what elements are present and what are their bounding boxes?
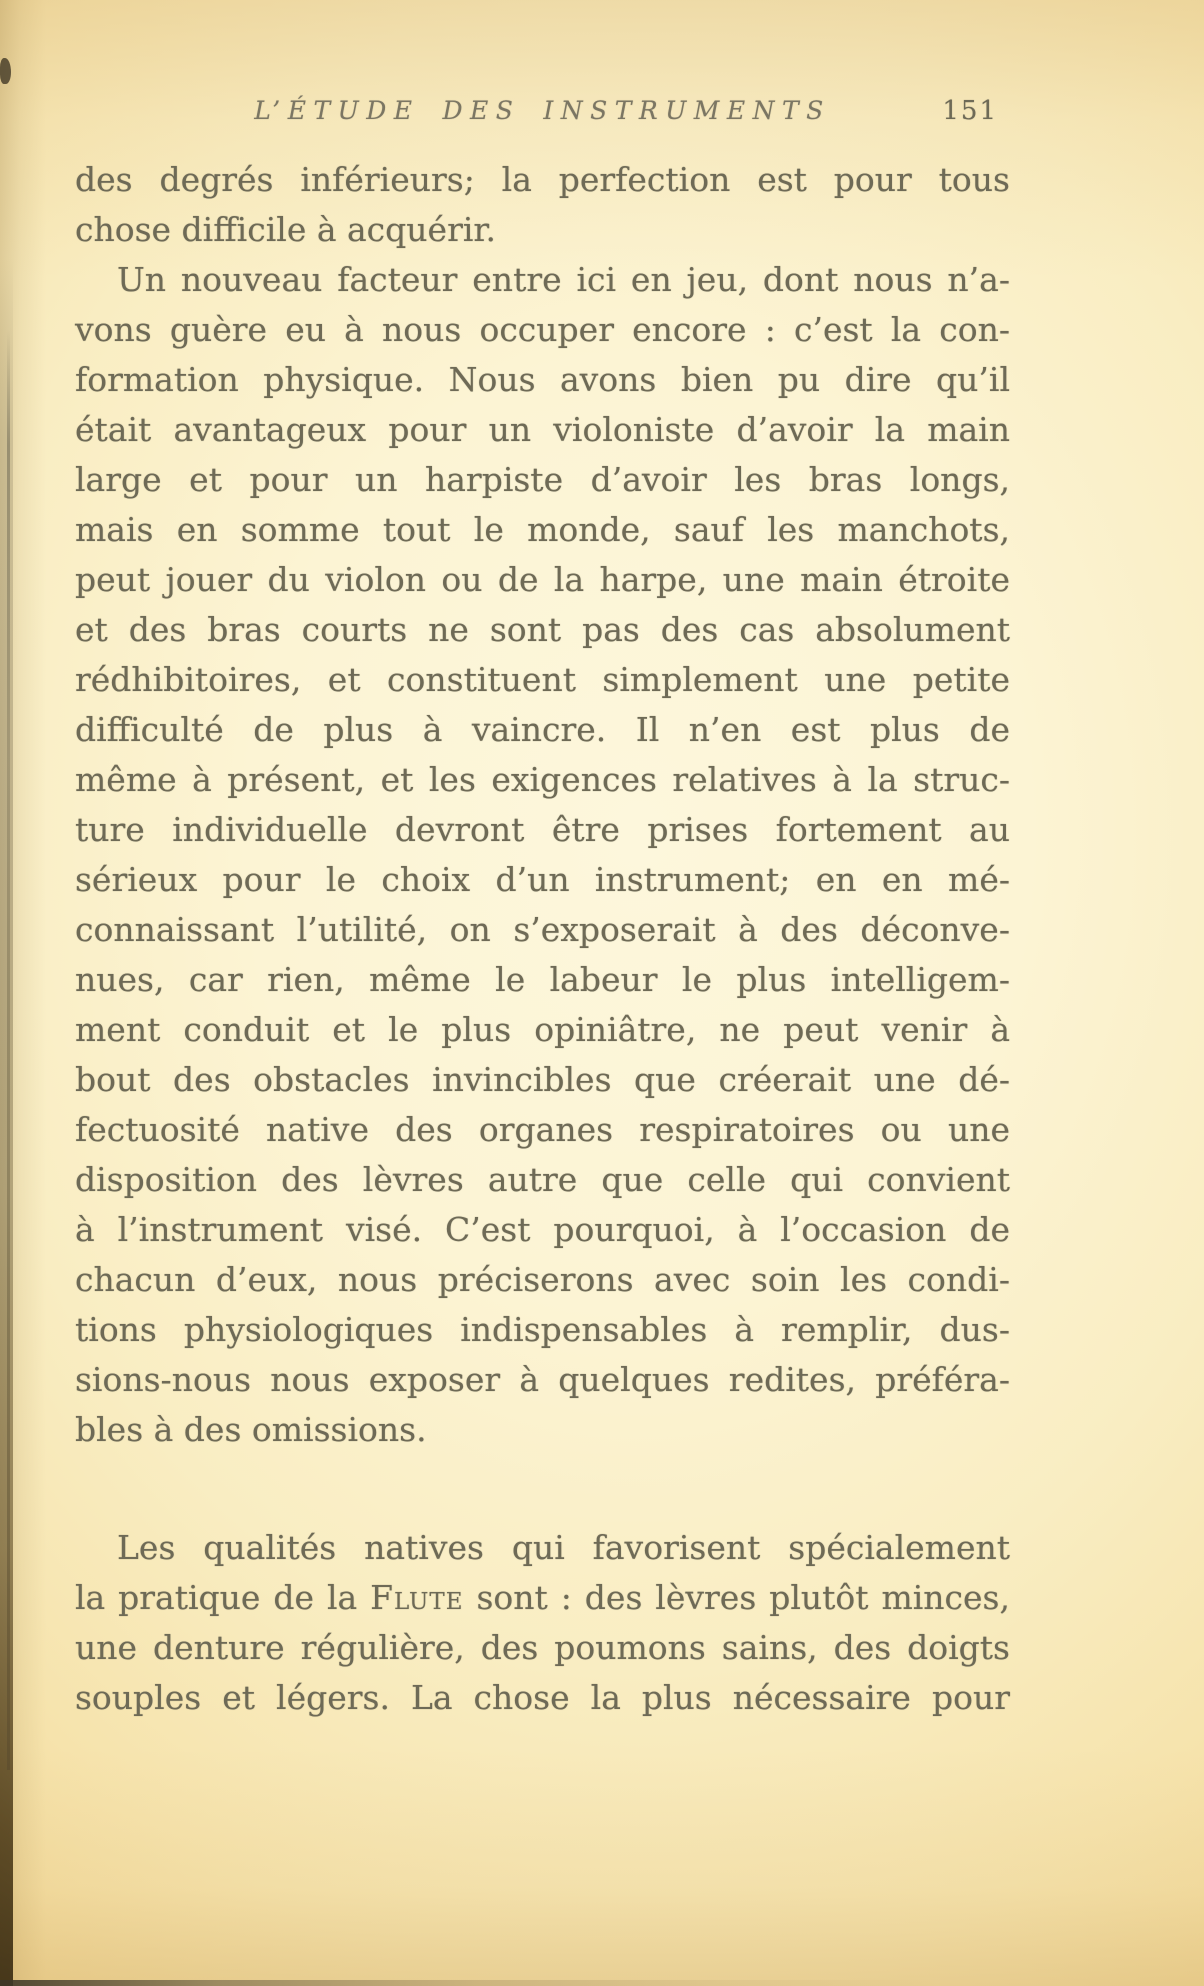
text-line: vons guère eu à nous occuper encore : c’est la con- — [75, 310, 1010, 349]
text-line: formation physique. Nous avons bien pu dire qu’il — [75, 360, 1010, 399]
text-block — [75, 155, 1010, 1723]
text-segment: la pratique de la — [75, 1578, 371, 1617]
paragraph-continuation — [75, 155, 1010, 255]
text-line: disposition des lèvres autre que celle qui convient — [75, 1160, 1010, 1199]
running-title: L’ÉTUDE DES INSTRUMENTS — [254, 96, 831, 125]
text-segment: sont : des lèvres plutôt minces, — [463, 1578, 1010, 1617]
text-line: ture individuelle devront être prises fortement au — [75, 810, 1010, 849]
text-line: connaissant l’utilité, on s’exposerait à des déconve- — [75, 910, 1010, 949]
text-line: était avantageux pour un violoniste d’avoir la main — [75, 410, 1010, 449]
text-line: nues, car rien, même le labeur le plus intelligem- — [75, 960, 1010, 999]
text-line-flute — [75, 1573, 1010, 1623]
text-line: mais en somme tout le monde, sauf les manchots, — [75, 510, 1010, 549]
text-line: large et pour un harpiste d’avoir les bras longs, — [75, 460, 1010, 499]
text-line: fectuosité native des organes respiratoires ou une — [75, 1110, 1010, 1149]
running-header — [75, 96, 1010, 136]
text-line: difficulté de plus à vaincre. Il n’en est plus de — [75, 710, 1010, 749]
text-line: sérieux pour le choix d’un instrument; en en mé- — [75, 860, 1010, 899]
text-line: souples et légers. La chose la plus nécessaire pour — [75, 1678, 1010, 1717]
page-number: 151 — [942, 96, 998, 126]
text-line: chacun d’eux, nous préciserons avec soin les condi- — [75, 1260, 1010, 1299]
text-line: ment conduit et le plus opiniâtre, ne peut venir à — [75, 1010, 1010, 1049]
page-bottom-edge-shadow — [0, 1980, 1204, 1986]
paragraph-conformation-physique — [75, 255, 1010, 1455]
text-line: même à présent, et les exigences relatives à la struc- — [75, 760, 1010, 799]
text-line: à l’instrument visé. C’est pourquoi, à l’occasion de — [75, 1210, 1010, 1249]
text-line: Un nouveau facteur entre ici en jeu, dont nous n’a- — [117, 260, 1010, 299]
text-line: peut jouer du violon ou de la harpe, une main étroite — [75, 560, 1010, 599]
text-line: rédhibitoires, et constituent simplement une petite — [75, 660, 1010, 699]
text-line: une denture régulière, des poumons sains, des doigts — [75, 1628, 1010, 1667]
text-line: sions-nous nous exposer à quelques redites, préféra- — [75, 1360, 1010, 1399]
paragraph-flute-qualities — [75, 1523, 1010, 1723]
text-line: bout des obstacles invincibles que créerait une dé- — [75, 1060, 1010, 1099]
text-line: des degrés inférieurs; la perfection est pour tous — [75, 160, 1010, 199]
text-line: chose difficile à acquérir. — [75, 210, 497, 249]
text-line: Les qualités natives qui favorisent spécialement — [117, 1528, 1010, 1567]
scan-edge-mark — [0, 58, 11, 84]
text-line: tions physiologiques indispensables à remplir, dus- — [75, 1310, 1010, 1349]
smallcaps-flute-word: Flute — [370, 1578, 464, 1617]
text-line: et des bras courts ne sont pas des cas absolument — [75, 610, 1010, 649]
text-line: bles à des omissions. — [75, 1410, 427, 1449]
page-fold-line — [7, 330, 10, 1770]
